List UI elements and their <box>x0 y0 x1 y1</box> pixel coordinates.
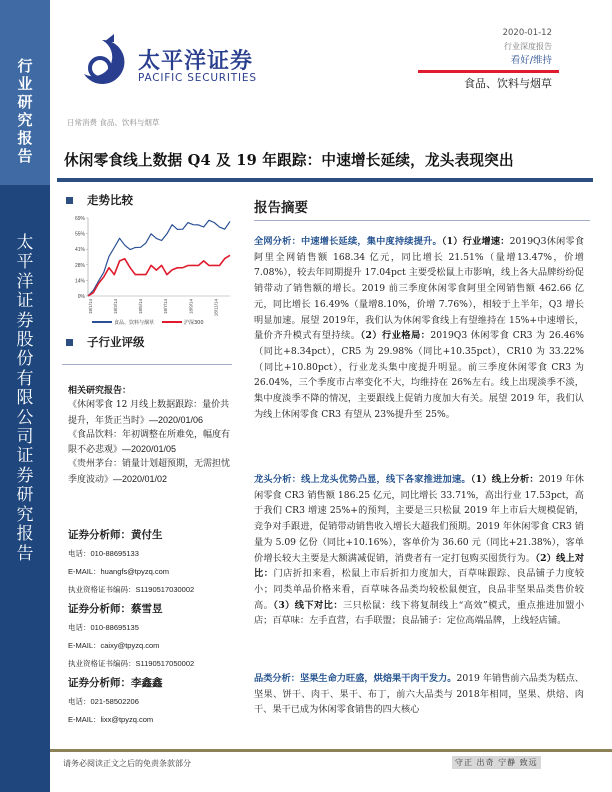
report-date: 2020-01-12 <box>502 28 552 38</box>
sidebar-char: 股 <box>16 330 34 351</box>
sidebar-report-category <box>0 57 50 165</box>
logo-emblem-icon <box>66 12 136 102</box>
para-subhead: （1）线上分析： <box>470 474 539 485</box>
svg-text:18/11/14: 18/11/14 <box>213 299 219 317</box>
analyst-email[interactable]: E-MAIL：caixy@tpyzq.com <box>68 641 160 650</box>
analyst-phone: 电话：010-88695133 <box>68 549 139 558</box>
summary-heading: 报告摘要 <box>254 200 308 216</box>
para-text: 门店折扣来看，松鼠上市后折扣力度加大，百草味跟踪、良品铺子力度较小；同类单品价格来看，百草味各品类均较松鼠便宜，良品非坚果品类售价较高。 <box>254 568 585 611</box>
report-type: 行业深度报告 <box>504 42 552 51</box>
sidebar-char: 研 <box>17 93 33 111</box>
related-report-date: —2020/01/02 <box>113 473 168 484</box>
title-divider <box>57 178 593 182</box>
related-report-title[interactable]: 《休闲零食 12 月线上数据跟踪：量价共提升，年货正当时》 <box>68 400 230 426</box>
company-logo <box>66 12 266 102</box>
related-report-item[interactable] <box>68 457 238 487</box>
svg-text:沪深300: 沪深300 <box>184 320 204 326</box>
analyst-email[interactable]: E-MAIL：lixx@tpyzq.com <box>68 715 154 724</box>
industry-name: 食品、饮料与烟草 <box>464 77 552 90</box>
summary-paragraph-overall <box>254 234 584 422</box>
sidebar-char: 份 <box>16 349 34 370</box>
trend-heading-text: 走势比较 <box>87 193 133 207</box>
sidebar-char: 平 <box>16 252 34 273</box>
sidebar-char: 太 <box>16 233 34 253</box>
analyst-cert: 执业资格证书编码：S1190517030002 <box>68 585 195 594</box>
analyst-cert: 执业资格证书编码：S1190517050002 <box>68 659 195 668</box>
sidebar-char: 券 <box>16 310 34 331</box>
sidebar-char: 究 <box>16 504 34 525</box>
footer-disclaimer: 请务必阅读正文之后的免责条款部分 <box>63 759 191 768</box>
related-report-date: —2020/01/05 <box>122 444 177 455</box>
trend-heading <box>66 192 133 208</box>
svg-text:14%: 14% <box>74 278 85 285</box>
svg-text:18/9/14: 18/9/14 <box>188 299 194 315</box>
bullet-square-icon <box>66 339 73 346</box>
sidebar-char: 行 <box>17 57 33 75</box>
header-divider <box>418 70 559 73</box>
sidebar <box>0 0 50 792</box>
sidebar-char: 报 <box>17 129 33 147</box>
summary-divider <box>254 220 590 221</box>
svg-text:41%: 41% <box>74 247 85 254</box>
breadcrumb: 日常消费 食品、饮料与烟草 <box>67 118 160 127</box>
related-heading: 相关研究报告： <box>68 386 132 396</box>
analyst-phone: 电话：010-88695135 <box>68 623 139 632</box>
svg-text:18/5/14: 18/5/14 <box>138 299 144 315</box>
related-report-title[interactable]: 《贵州茅台：销量计划超预期，无需担忧季度波动》 <box>68 459 231 485</box>
analyst-name: 证券分析师：黄付生 <box>68 529 163 541</box>
sidebar-char: 有 <box>16 368 34 389</box>
related-reports <box>68 384 238 487</box>
para-text: 2019Q3 休闲零食 CR3 为 26.46%（同比+8.34pct），CR5 为 29.98%（同比+10.35pct），CR10 为 33.22%（同比+10.80pct），行业龙头集中度提升明显。前三季度休闲零食 CR3 为 26.04%，三个季度市占率变化不大，均维持在 26%左右。线上出现淡季不淡，集中度淡季不降的情况，主要跟线上促销力度加大有关。展望 2019 年，我们认为线上休闲零食 CR3 有望从 23%提升至 25%。 <box>254 330 585 420</box>
related-report-date: —2020/01/06 <box>149 414 204 425</box>
footer-divider <box>50 749 612 752</box>
summary-paragraph-leaders <box>254 472 584 629</box>
bullet-square-icon <box>66 197 73 204</box>
para-subhead: （2）行业格局： <box>360 330 431 342</box>
logo-cn-text: 太平洋证券 <box>138 49 254 74</box>
svg-text:18/3/14: 18/3/14 <box>113 299 119 315</box>
related-report-title[interactable]: 《食品饮料：年初调整在所难免，幅度有限不必悲观》 <box>68 429 231 456</box>
header-meta <box>503 26 552 68</box>
svg-text:18/7/14: 18/7/14 <box>163 299 169 315</box>
para-lead: 龙头分析：线上龙头优势凸显，线下各家推进加速。 <box>254 474 471 485</box>
page-title: 休闲零食线上数据 Q4 及 19 年跟踪：中速增长延续，龙头表现突出 <box>64 152 514 169</box>
sidebar-char: 证 <box>16 446 34 467</box>
industry-rating: 看好/维持 <box>510 55 552 66</box>
sidebar-char: 公 <box>16 407 34 428</box>
sidebar-char: 研 <box>16 485 34 506</box>
para-text: 三只松鼠：线下将复制线上“高效”模式，重点推进加盟小店；百草味：左手直营，右手联盟；良品铺子：定位高端品牌，上线轻店铺。 <box>254 599 585 627</box>
rating-divider <box>62 364 232 365</box>
sidebar-char: 限 <box>16 388 34 409</box>
svg-text:55%: 55% <box>74 231 85 238</box>
svg-text:0%: 0% <box>77 294 85 300</box>
sidebar-char: 告 <box>16 543 34 564</box>
sidebar-char: 司 <box>16 427 34 448</box>
analyst-list <box>68 525 243 729</box>
sidebar-char: 券 <box>16 465 34 486</box>
sidebar-char: 究 <box>17 111 33 129</box>
sidebar-char: 证 <box>16 291 34 312</box>
related-report-item[interactable] <box>68 428 238 458</box>
analyst-phone: 电话：021-58502206 <box>68 697 139 706</box>
svg-text:食品、饮料与烟草: 食品、饮料与烟草 <box>114 320 155 326</box>
analyst-name: 证券分析师：蔡雪昱 <box>68 603 163 615</box>
sidebar-char: 报 <box>16 524 34 545</box>
sidebar-char: 洋 <box>16 271 34 292</box>
svg-text:18/1/14: 18/1/14 <box>88 299 93 315</box>
trend-chart <box>62 210 240 328</box>
para-text: 2019Q3休闲零食阿里全网销售额 168.34 亿元，同比增长 21.51%（量增13.47%，价增 7.08%），较去年同期提升 17.04pct 主要受松鼠上市影响，线上各大品牌纷纷促销带动了销售额的增长。2019 前三季度休闲零食阿里全网销售额 462.66 亿元，同比增长 16.49%（量增8.10%，价增 7.76%），相较于上半年，Q3 增长明显加速。展望 2019年，我们认为休闲零食线上有望维持在 15%+中速增长，量价齐升模式有望持续。 <box>254 236 584 342</box>
para-text: 2019 年销售前六品类为糕点、坚果、饼干、肉干、果干、布丁，前六大品类与 2018年相同，坚果、烘焙、肉干、果干已成为休闲零食销售的四大核心 <box>254 673 584 716</box>
para-subhead: （1）行业增速： <box>441 236 510 247</box>
analyst-email[interactable]: E-MAIL：huangfs@tpyzq.com <box>68 567 169 576</box>
para-subhead: （2）线上对比： <box>254 552 585 580</box>
footer-motto: 守正 出奇 宁静 致远 <box>452 756 541 769</box>
line-chart <box>62 210 240 328</box>
para-subhead: （3）线下对比： <box>273 599 343 611</box>
sidebar-company-name <box>0 234 50 564</box>
sidebar-char: 业 <box>17 75 33 93</box>
para-text: 2019 年休闲零食 CR3 销售额 186.25 亿元，同比增长 33.71%，高出行业 17.53pct，高于我们 CR3 增速 25%+的预判，主要是三只松鼠 2019 年上市后大规模促销，竞争对手跟进，促销带动销售收入增长大超我们预期。2019 年休闲零食 CR3 销量为 5.09 亿份（同比+10.16%），客单价为 36.60 元（同比+21.38%），客单价增长较大主要是大额满减促销，消费者有一定打包购买囤货行为。 <box>254 474 584 564</box>
rating-heading-text: 子行业评级 <box>87 335 145 349</box>
para-lead: 全网分析：中速增长延续，集中度持续提升。 <box>254 236 442 247</box>
rating-heading <box>66 334 145 350</box>
logo-en-text: PACIFIC SECURITIES <box>138 72 257 84</box>
svg-text:28%: 28% <box>74 262 85 269</box>
summary-paragraph-categories <box>254 671 584 718</box>
svg-text:69%: 69% <box>74 216 85 222</box>
para-lead: 品类分析：坚果生命力旺盛，烘焙果干肉干发力。 <box>254 673 457 684</box>
analyst-name: 证券分析师：李鑫鑫 <box>68 677 163 689</box>
related-report-item[interactable] <box>68 398 238 428</box>
sidebar-char: 告 <box>17 147 33 165</box>
